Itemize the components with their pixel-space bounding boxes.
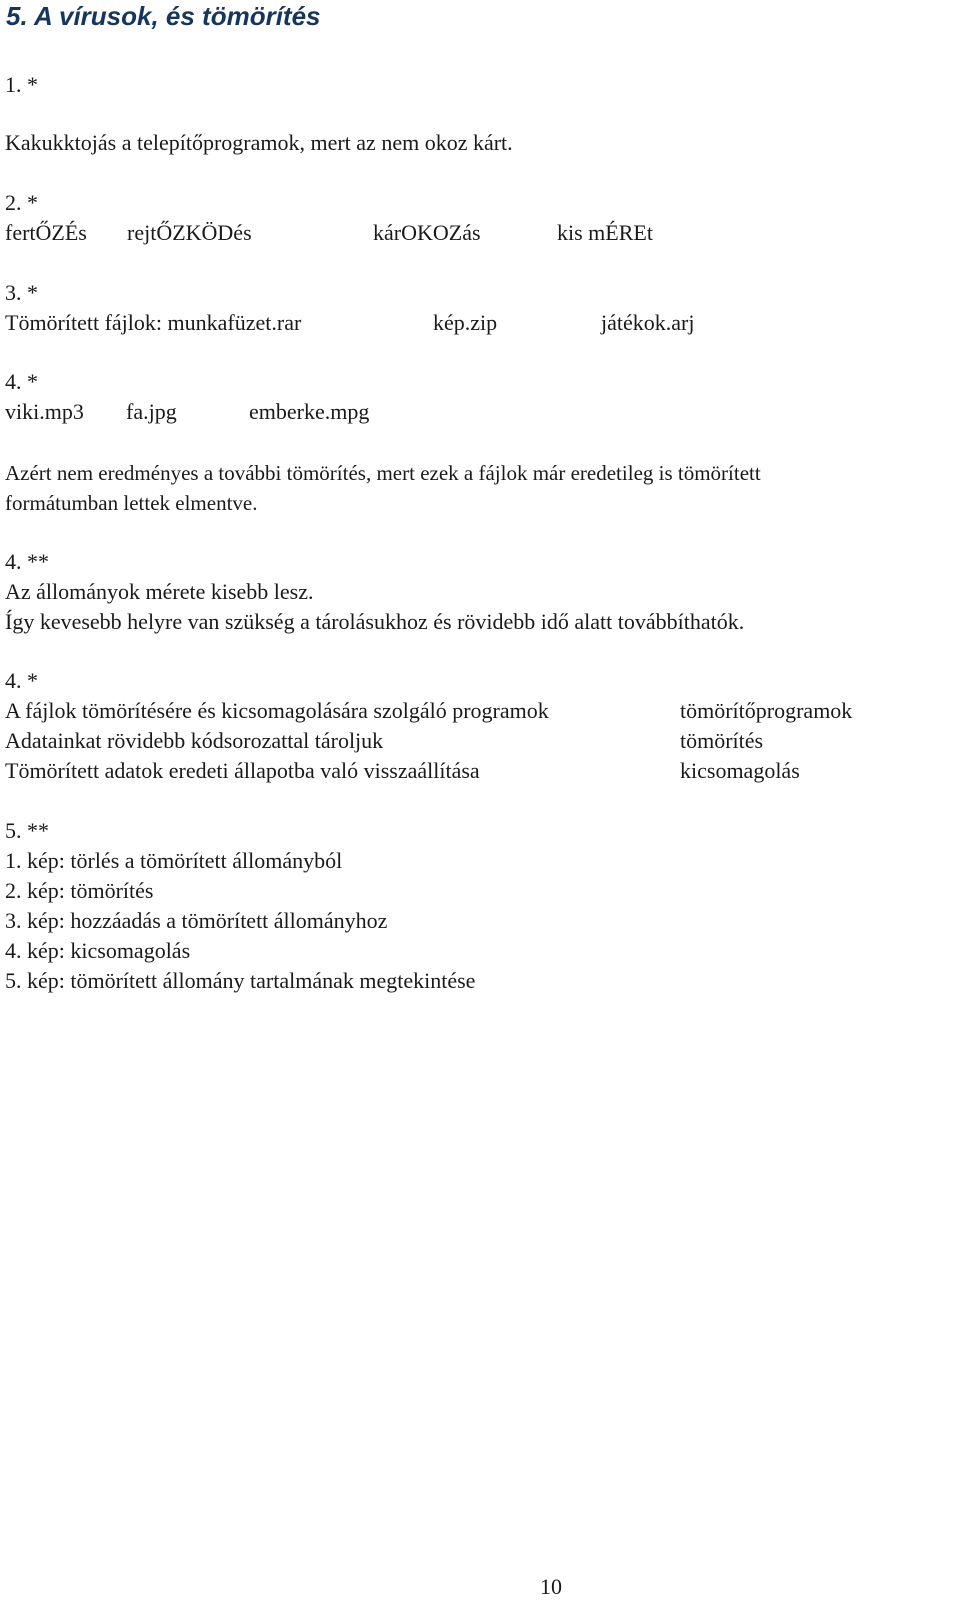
q5-item-3: 3. kép: hozzáadás a tömörített állományhoz: [5, 908, 388, 933]
q4c-definition-1: A fájlok tömörítésére és kicsomagolására szolgáló programok: [5, 698, 549, 723]
q4c-term-2: tömörítés: [680, 728, 764, 753]
q4c-definition-3: Tömörített adatok eredeti állapotba való visszaállítása: [5, 758, 480, 783]
q4b-line2: Így kevesebb helyre van szükség a tárolásukhoz és rövidebb idő alatt továbbíthatók.: [5, 609, 745, 634]
q4a-explanation-line1: Azért nem eredményes a további tömörítés, mert ezek a fájlok már eredetileg is tömörített: [5, 461, 761, 485]
q3-file-2: játékok.arj: [601, 310, 695, 335]
q2-word-1: fertŐZÉs: [5, 220, 87, 245]
q4a-explanation-line2: formátumban lettek elmentve.: [5, 491, 258, 515]
q4c-definition-2: Adatainkat rövidebb kódsorozattal tároljuk: [5, 728, 384, 753]
q4b-line1: Az állományok mérete kisebb lesz.: [5, 579, 314, 604]
q4a-label: 4. *: [5, 369, 38, 394]
q4c-term-1: tömörítőprogramok: [680, 698, 853, 723]
q5-item-5: 5. kép: tömörített állomány tartalmának megtekintése: [5, 968, 476, 993]
q4b-label: 4. **: [5, 549, 49, 574]
q5-item-2: 2. kép: tömörítés: [5, 878, 154, 903]
q3-file-1: kép.zip: [433, 310, 498, 335]
q1-answer: Kakukktojás a telepítőprogramok, mert az nem okoz kárt.: [5, 130, 513, 155]
section-title: 5. A vírusok, és tömörítés: [6, 1, 321, 31]
q2-word-3: kárOKOZás: [373, 220, 481, 245]
q5-label: 5. **: [5, 818, 49, 843]
q4a-file-2: fa.jpg: [126, 399, 177, 424]
q4c-label: 4. *: [5, 668, 38, 693]
q2-label: 2. *: [5, 190, 38, 215]
q4a-file-3: emberke.mpg: [249, 399, 370, 424]
q1-label: 1. *: [5, 72, 38, 97]
q3-label: 3. *: [5, 280, 38, 305]
q3-prefix: Tömörített fájlok: munkafüzet.rar: [5, 310, 302, 335]
page-number: 10: [540, 1574, 562, 1599]
q4a-file-1: viki.mp3: [5, 399, 84, 424]
q5-item-1: 1. kép: törlés a tömörített állományból: [5, 848, 343, 873]
q2-word-4: kis mÉREt: [557, 220, 653, 245]
q4c-term-3: kicsomagolás: [680, 758, 800, 783]
q5-item-4: 4. kép: kicsomagolás: [5, 938, 191, 963]
q2-word-2: rejtŐZKÖDés: [127, 220, 252, 245]
